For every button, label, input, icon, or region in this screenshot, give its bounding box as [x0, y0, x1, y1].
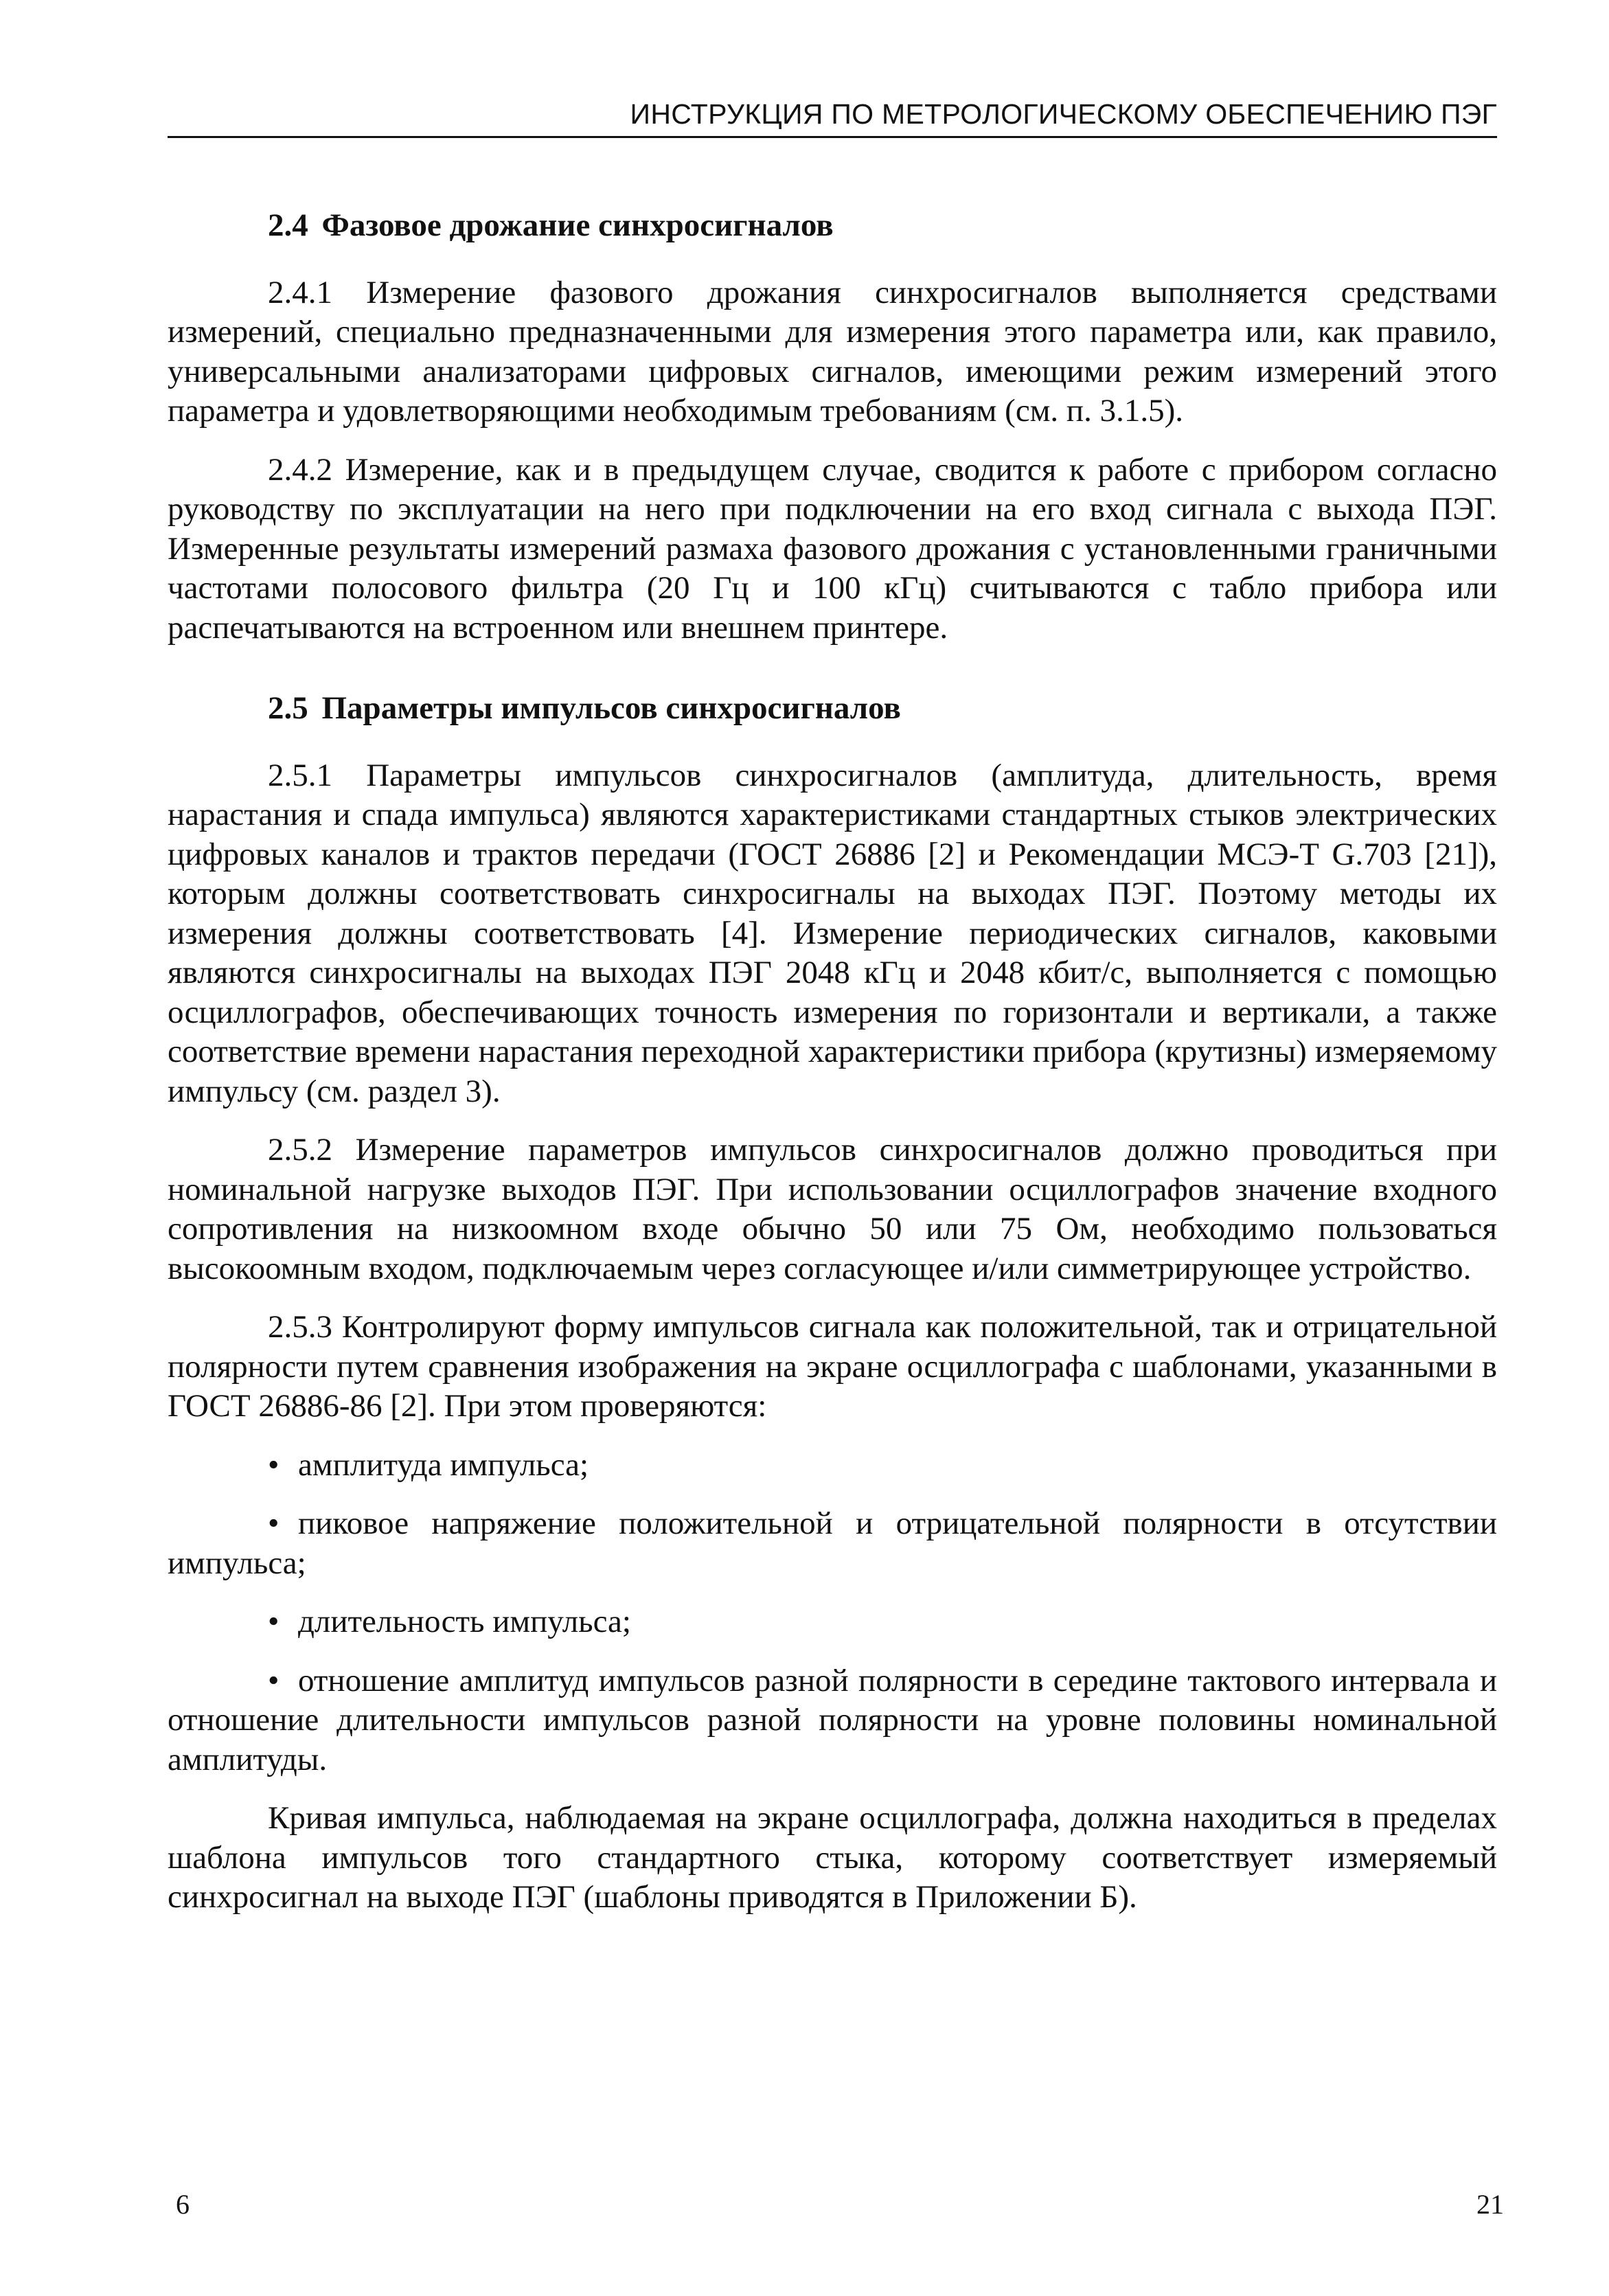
page-number-left: 6 [176, 2189, 190, 2220]
section-number: 2.5 [268, 690, 308, 726]
section-number: 2.4 [268, 207, 308, 243]
checked-parameters-list [168, 1446, 1497, 1780]
list-item [168, 1602, 1497, 1642]
page-number-right: 21 [1476, 2189, 1504, 2220]
list-item-text: отношение амплитуд импульсов разной полярности в середине тактового интервала и отношение длительности импульсов разной полярности на уровне половины номинальной амплитуды. [168, 1662, 1497, 1777]
section-title: Параметры импульсов синхросигналов [321, 690, 901, 726]
list-item-text: длительность импульса; [298, 1604, 631, 1639]
list-item [168, 1504, 1497, 1583]
document-body [168, 206, 1497, 1937]
paragraph-2-4-2: 2.4.2 Измерение, как и в предыдущем случае, сводится к работе с прибором согласно руководству по эксплуатации на него при подключении на его вход сигнала с выхода ПЭГ. Измеренные результаты измерений размаха фазового дрожания с установленными граничными частотами полосового фильтра (20 Гц и 100 кГц) считываются с табло прибора или распечатываются на встроенном или внешнем принтере. [168, 451, 1497, 646]
bullet-icon: • [268, 1604, 279, 1639]
list-item [168, 1446, 1497, 1486]
section-heading-2-5 [168, 689, 1497, 729]
list-item [168, 1661, 1497, 1780]
page-header-title: ИНСТРУКЦИЯ ПО МЕТРОЛОГИЧЕСКОМУ ОБЕСПЕЧЕНИЮ ПЭГ [168, 95, 1497, 138]
bullet-icon: • [268, 1446, 279, 1483]
section-heading-2-4 [168, 206, 1497, 246]
paragraph-2-5-1: 2.5.1 Параметры импульсов синхросигналов (амплитуда, длительность, время нарастания и спада импульса) являются характеристиками стандартных стыков электрических цифровых каналов и трактов передачи (ГОСТ 26886 [2] и Рекомендации МСЭ-Т G.703 [21]), которым должны соответствовать синхросигналы на выходах ПЭГ. Поэтому методы их измерения должны соответствовать [4]. Измерение периодических сигналов, каковыми являются синхросигналы на выходах ПЭГ 2048 кГц и 2048 кбит/с, выполняется с помощью осциллографов, обеспечивающих точность измерения по горизонтали и вертикали, а также соответствие времени нарастания переходной характеристики прибора (крутизны) измеряемому импульсу (см. раздел 3). [168, 757, 1497, 1109]
list-item-text: амплитуда импульса; [298, 1446, 589, 1483]
list-item-text: пиковое напряжение положительной и отрицательной полярности в отсутствии импульса; [168, 1505, 1497, 1581]
paragraph-2-4-1: 2.4.1 Измерение фазового дрожания синхросигналов выполняется средствами измерений, специально предназначенными для измерения этого параметра или, как правило, универсальными анализаторами цифровых сигналов, имеющими режим измерений этого параметра и удовлетворяющими необходимым требованиям (см. п. 3.1.5). [168, 274, 1497, 429]
paragraph-2-5-2: 2.5.2 Измерение параметров импульсов синхросигналов должно проводиться при номинальной нагрузке выходов ПЭГ. При использовании осциллографов значение входного сопротивления на низкоомном входе обычно 50 или 75 Ом, необходимо пользоваться высокоомным входом, подключаемым через согласующее и/или симметрирующее устройство. [168, 1132, 1497, 1286]
bullet-icon: • [268, 1505, 279, 1541]
bullet-icon: • [268, 1662, 279, 1698]
paragraph-2-5-3: 2.5.3 Контролируют форму импульсов сигнала как положительной, так и отрицательной полярности путем сравнения изображения на экране осциллографа с шаблонами, указанными в ГОСТ 26886-86 [2]. При этом проверяются: [168, 1309, 1497, 1424]
closing-paragraph: Кривая импульса, наблюдаемая на экране осциллографа, должна находиться в пределах шаблона импульсов того стандартного стыка, которому соответствует измеряемый синхросигнал на выходе ПЭГ (шаблоны приводятся в Приложении Б). [168, 1800, 1497, 1915]
section-title: Фазовое дрожание синхросигналов [321, 207, 834, 243]
